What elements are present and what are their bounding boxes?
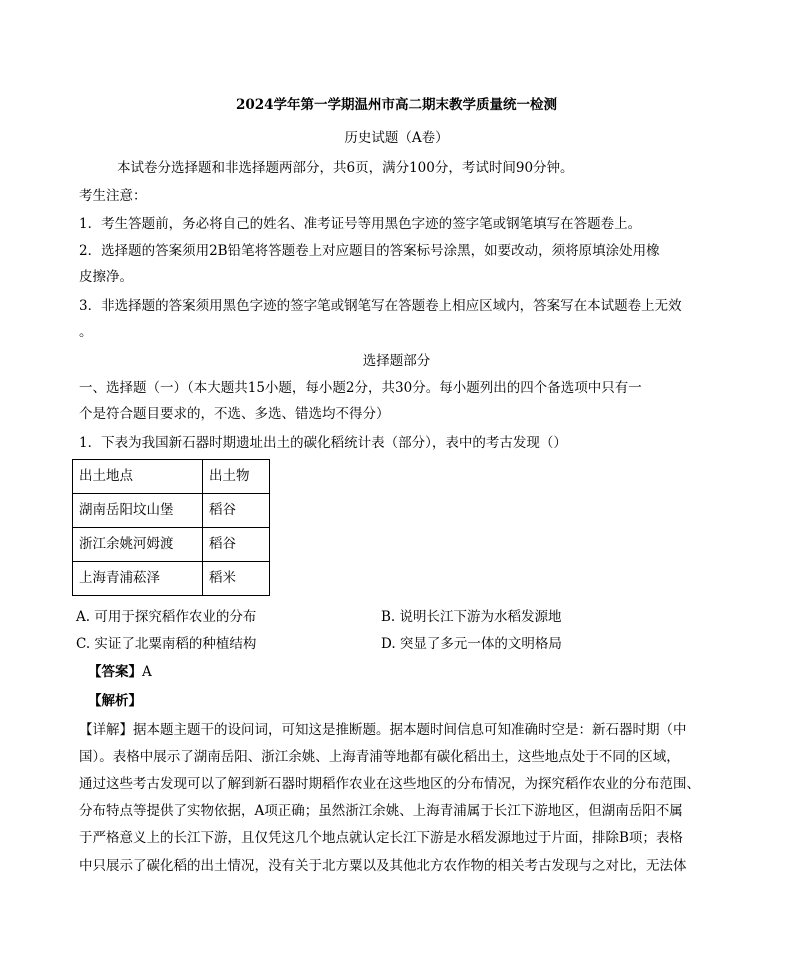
table-header-cell: 出土物 (203, 460, 270, 494)
notice-heading: 考生注意： (79, 188, 147, 204)
table-cell: 稻谷 (203, 528, 270, 562)
option-d: D. 突显了多元一体的文明格局 (381, 636, 562, 652)
option-b: B. 说明长江下游为水稻发源地 (381, 609, 562, 625)
option-c: C. 实证了北粟南稻的种植结构 (76, 636, 257, 652)
answer-line (88, 663, 152, 681)
detail-line-1: 【详解】据本题主题干的设问词，可知这是推断题。据本题时间信息可知准确时空是：新石器时期（中 (79, 722, 687, 738)
table-row (73, 528, 270, 562)
table-header-row (73, 460, 270, 494)
question-1-stem: 1．下表为我国新石器时期遗址出土的碳化稻统计表（部分），表中的考古发现（） (79, 435, 567, 451)
section-title: 选择题部分 (362, 353, 431, 369)
table-cell: 稻米 (203, 562, 270, 596)
table-cell: 浙江余姚河姆渡 (73, 528, 203, 562)
notice-item-1: 1．考生答题前，务必将自己的姓名、准考证号等用黑色字迹的签字笔或钢笔填写在答题卷上。 (79, 216, 642, 232)
table-row (73, 562, 270, 596)
artifact-table (72, 459, 270, 596)
option-a: A. 可用于探究稻作农业的分布 (76, 609, 257, 625)
notice-item-3-line-2: 。 (79, 324, 93, 340)
detail-line-4: 分布特点等提供了实物依据，A项正确；虽然浙江余姚、上海青浦属于长江下游地区，但湖南岳阳不属 (79, 803, 683, 819)
exam-title: 2024学年第一学期温州市高二期末教学质量统一检测 (235, 97, 558, 113)
exam-subtitle: 历史试题（A卷） (344, 130, 449, 146)
table-row (73, 494, 270, 528)
section-heading-line-1: 一、选择题（一）（本大题共15小题，每小题2分，共30分。每小题列出的四个备选项中只有一 (79, 380, 642, 396)
detail-line-3: 通过这些考古发现可以了解到新石器时期稻作农业在这些地区的分布情况，为探究稻作农业的分布范围、 (79, 776, 700, 792)
table-header-cell: 出土地点 (73, 460, 203, 494)
detail-line-5: 于严格意义上的长江下游，且仅凭这几个地点就认定长江下游是水稻发源地过于片面，排除B项；表格 (79, 830, 683, 846)
table-cell: 上海青浦菘泽 (73, 562, 203, 596)
analysis-label: 【解析】 (88, 693, 142, 709)
detail-line-6: 中只展示了碳化稻的出土情况，没有关于北方粟以及其他北方农作物的相关考古发现与之对比，无法体 (79, 858, 687, 874)
answer-label: 【答案】 (88, 664, 142, 680)
answer-value: A (142, 664, 152, 680)
section-heading-line-2: 个是符合题目要求的，不选、多选、错选均不得分） (79, 406, 390, 422)
detail-line-2: 国）。表格中展示了湖南岳阳、浙江余姚、上海青浦等地都有碳化稻出土，这些地点处于不同的区域， (79, 749, 680, 765)
exam-intro: 本试卷分选择题和非选择题两部分，共6页，满分100分，考试时间90分钟。 (117, 160, 574, 176)
notice-item-3-line-1: 3．非选择题的答案须用黑色字迹的签字笔或钢笔写在答题卷上相应区域内，答案写在本试题卷上无效 (79, 298, 682, 314)
notice-item-2-line-1: 2．选择题的答案须用2B铅笔将答题卷上对应题目的答案标号涂黑，如要改动，须将原填涂处用橡 (79, 243, 660, 259)
table-cell: 湖南岳阳坟山堡 (73, 494, 203, 528)
table-cell: 稻谷 (203, 494, 270, 528)
notice-item-2-line-2: 皮擦净。 (79, 269, 133, 285)
